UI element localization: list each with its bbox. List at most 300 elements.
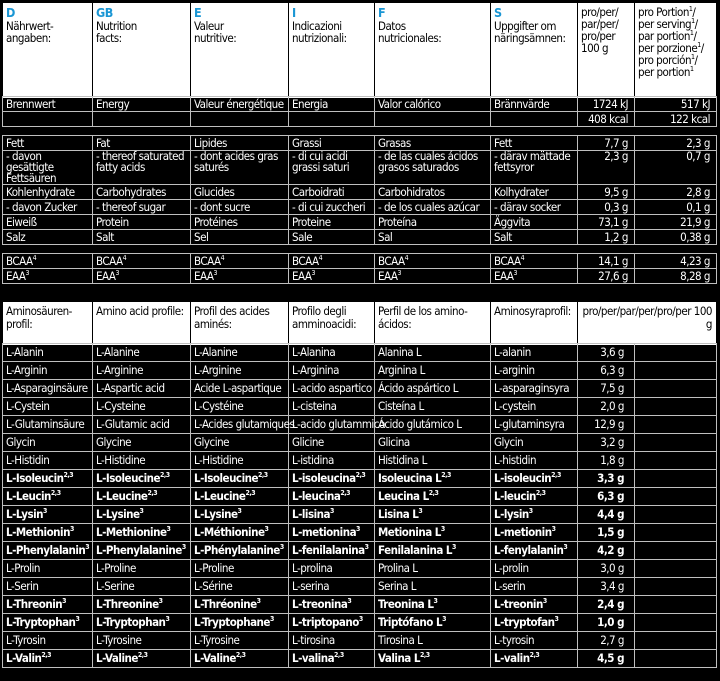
- amino-row: [3, 488, 717, 506]
- amino-label: L-lysin: [494, 507, 529, 521]
- nutrient-label: - därav mättade fettsyror: [494, 149, 571, 174]
- amino-label: Ácido glutámico L: [378, 417, 462, 431]
- nutrient-name: [93, 269, 191, 284]
- empty-cell: [635, 434, 717, 452]
- amino-table: [2, 343, 717, 668]
- amino-label: Treonina L: [378, 597, 434, 611]
- amino-label: L-Isoleucine: [194, 471, 258, 485]
- row-spacer: [3, 245, 717, 254]
- nutrient-name: [3, 254, 93, 269]
- per-portion-sep: /: [694, 53, 698, 67]
- amino-label: L-Leucin: [6, 489, 51, 503]
- amino-label: L-Phenylalanine: [96, 543, 182, 557]
- amino-name: [3, 488, 93, 506]
- amino-row: [3, 596, 717, 614]
- amino-label: Tirosina L: [378, 633, 423, 647]
- amino-label: L-triptopano: [292, 615, 359, 629]
- amino-name: [289, 578, 375, 596]
- amino-value: 7,5 g: [578, 380, 635, 398]
- amino-name: [191, 380, 289, 398]
- footnote-mark: 3: [279, 543, 284, 552]
- amino-label: L-alanin: [494, 345, 531, 359]
- nutrition-row: [3, 112, 717, 127]
- amino-name: [375, 488, 491, 506]
- amino-name: [3, 434, 93, 452]
- amino-name: [289, 614, 375, 632]
- amino-label: L-istidina: [292, 453, 334, 467]
- empty-cell: [635, 578, 717, 596]
- nutrient-name: [3, 112, 93, 127]
- amino-name: [491, 434, 578, 452]
- amino-label: L-Leucine: [194, 489, 246, 503]
- value-per-portion: 2,8 g: [635, 185, 717, 200]
- nutrient-label: - davon gesättigte Fettsäuren: [6, 149, 57, 185]
- amino-name: [3, 380, 93, 398]
- amino-label: Prolina L: [378, 561, 418, 575]
- amino-name: [93, 506, 191, 524]
- footnote-mark: 3: [213, 269, 218, 278]
- amino-name: [93, 632, 191, 650]
- nutrient-label: Salt: [494, 230, 512, 244]
- amino-label: L-Tyrosin: [6, 633, 46, 647]
- amino-name: [375, 560, 491, 578]
- empty-cell: [635, 452, 717, 470]
- amino-label: Arginina L: [378, 363, 425, 377]
- amino-name: [93, 614, 191, 632]
- nutrient-label: Valeur énergétique: [194, 97, 284, 111]
- footnote-mark: 4: [520, 254, 525, 263]
- amino-row: [3, 542, 717, 560]
- amino-name: [375, 434, 491, 452]
- amino-label: Glycin: [494, 435, 524, 449]
- amino-label: L-Valine: [194, 651, 236, 665]
- nutrient-label: Kolhydrater: [494, 185, 549, 199]
- nutrient-label: - därav socker: [494, 200, 561, 214]
- nutrient-name: [375, 230, 491, 245]
- nutrient-label: - dont acides gras saturés: [194, 149, 278, 174]
- amino-name: [93, 542, 191, 560]
- amino-name: [491, 560, 578, 578]
- header-gb: GB Nutrition facts:: [93, 3, 191, 99]
- nutrient-label: EAA: [96, 269, 116, 283]
- amino-label: L-Tyrosine: [96, 633, 142, 647]
- footnote-mark: 1: [688, 5, 693, 14]
- nutrient-name: [375, 97, 491, 112]
- per-portion-sep: /: [693, 29, 697, 43]
- amino-name: [375, 596, 491, 614]
- nutrient-name: [375, 254, 491, 269]
- amino-label: L-serin: [494, 579, 526, 593]
- amino-name: [93, 344, 191, 362]
- amino-label: Glycine: [96, 435, 132, 449]
- amino-name: [93, 416, 191, 434]
- amino-value: 4,5 g: [578, 650, 635, 668]
- footnote-mark: 2,3: [235, 651, 246, 660]
- empty-cell: [635, 506, 717, 524]
- footnote-mark: 3: [440, 525, 445, 534]
- footnote-mark: 3: [554, 615, 559, 624]
- nutrient-label: Lipides: [194, 136, 227, 150]
- amino-name: [289, 452, 375, 470]
- amino-label: L-Histidin: [6, 453, 50, 467]
- amino-name: [491, 524, 578, 542]
- nutrient-label: Fett: [494, 136, 512, 150]
- nutrient-name: [289, 200, 375, 215]
- amino-label: L-Aspartic acid: [96, 381, 165, 395]
- amino-label: L-glutaminsyra: [494, 417, 565, 431]
- lang-code: GB: [96, 5, 113, 20]
- amino-name: [191, 650, 289, 668]
- nutrient-label: Protéines: [194, 215, 238, 229]
- nutrient-name: [289, 97, 375, 112]
- amino-value: 6,3 g: [578, 362, 635, 380]
- amino-name: [289, 488, 375, 506]
- amino-label: L-Valine: [96, 651, 138, 665]
- value-per-portion: 0,38 g: [635, 230, 717, 245]
- footnote-mark: 2,3: [147, 489, 158, 498]
- amino-label: L-Glutamic acid: [96, 417, 170, 431]
- amino-label: L-Thréonine: [194, 597, 257, 611]
- amino-name: [3, 398, 93, 416]
- empty-cell: [635, 650, 717, 668]
- nutrition-row: [3, 200, 717, 215]
- footnote-mark: 2,3: [334, 651, 344, 660]
- footnote-mark: 3: [358, 615, 363, 624]
- footnote-mark: 3: [25, 269, 30, 278]
- amino-row: [3, 632, 717, 650]
- amino-label: Alanina L: [378, 345, 422, 359]
- empty-cell: [635, 596, 717, 614]
- amino-name: [491, 416, 578, 434]
- amino-value: 3,6 g: [578, 344, 635, 362]
- amino-name: [375, 650, 491, 668]
- nutrient-label: - di cui zuccheri: [292, 200, 366, 214]
- amino-label: L-valina: [292, 651, 335, 665]
- empty-cell: [635, 380, 717, 398]
- value-per-100g: 7,7 g: [578, 136, 635, 151]
- nutrient-label: Brennwert: [6, 97, 56, 111]
- nutrient-name: [191, 254, 289, 269]
- amino-name: [491, 470, 578, 488]
- amino-label: L-lisina: [292, 507, 331, 521]
- nutrient-name: [491, 254, 578, 269]
- nutrient-name: [289, 215, 375, 230]
- empty-cell: [635, 470, 717, 488]
- nutrient-label: BCAA: [494, 254, 521, 268]
- amino-row: [3, 362, 717, 380]
- amino-name: [93, 524, 191, 542]
- footnote-mark: 3: [330, 507, 334, 516]
- amino-name: [3, 650, 93, 668]
- lang-code: E: [194, 5, 202, 20]
- amino-header-de: Aminosäuren-profil:: [3, 302, 93, 346]
- amino-name: [3, 452, 93, 470]
- amino-label: L-Alanine: [194, 345, 238, 359]
- per-portion-text: par portion: [638, 29, 690, 43]
- amino-value: 4,2 g: [578, 542, 635, 560]
- amino-label: Fenilalanina L: [378, 543, 453, 557]
- nutrient-label: - de las cuales ácidos grasos saturados: [378, 149, 478, 174]
- footnote-mark: 2,3: [160, 471, 170, 480]
- amino-name: [375, 344, 491, 362]
- empty-cell: [635, 560, 717, 578]
- nutrient-name: [191, 215, 289, 230]
- amino-name: [375, 416, 491, 434]
- amino-label: L-histidin: [494, 453, 537, 467]
- amino-name: [491, 650, 578, 668]
- footnote-mark: 3: [269, 615, 274, 624]
- amino-label: Cisteína L: [378, 399, 424, 413]
- footnote-mark: 2,3: [137, 651, 148, 660]
- amino-row: [3, 452, 717, 470]
- nutrient-label: Sel: [194, 230, 209, 244]
- amino-label: L-Arginine: [96, 363, 143, 377]
- amino-label: L-Asparaginsäure: [6, 381, 88, 395]
- amino-value: 2,7 g: [578, 632, 635, 650]
- amino-label: L-Arginin: [6, 363, 48, 377]
- amino-name: [93, 488, 191, 506]
- nutrient-name: [3, 200, 93, 215]
- amino-label: L-arginin: [494, 363, 535, 377]
- nutrient-label: Protein: [96, 215, 129, 229]
- amino-name: [93, 596, 191, 614]
- amino-label: L-treonin: [494, 597, 543, 611]
- footnote-mark: 3: [442, 615, 446, 624]
- amino-value: 2,0 g: [578, 398, 635, 416]
- amino-label: L-tryptofan: [494, 615, 555, 629]
- amino-label: L-Methionin: [6, 525, 70, 539]
- amino-label: L-asparaginsyra: [494, 381, 570, 395]
- nutrient-label: Proteine: [292, 215, 331, 229]
- amino-name: [289, 380, 375, 398]
- nutrient-name: [93, 185, 191, 200]
- amino-name: [491, 488, 578, 506]
- amino-label: L-Histidine: [96, 453, 146, 467]
- amino-label: Glycine: [194, 435, 230, 449]
- footnote-mark: 2,3: [419, 651, 430, 660]
- footnote-mark: 3: [364, 543, 369, 552]
- per-portion-text: pro porción: [638, 53, 692, 67]
- value-per-portion: 0,1 g: [635, 200, 717, 215]
- footnote-mark: 3: [43, 507, 47, 516]
- value-per-100g: 1724 kJ: [578, 97, 635, 112]
- footnote-mark: 2,3: [535, 489, 546, 498]
- nutrient-label: Energia: [292, 97, 328, 111]
- amino-name: [289, 542, 375, 560]
- amino-label: L-Tryptophane: [194, 615, 270, 629]
- amino-header-per-100g: pro/per/par/per/pro/per 100 g: [578, 302, 717, 346]
- footnote-mark: 3: [452, 543, 456, 552]
- nutrient-name: [93, 254, 191, 269]
- nutrient-label: Glucides: [194, 185, 235, 199]
- header-de: D Nährwert- angaben:: [3, 3, 93, 99]
- nutrient-name: [191, 151, 289, 185]
- nutrient-name: [3, 269, 93, 284]
- empty-cell: [635, 398, 717, 416]
- nutrient-label: Carboidrati: [292, 185, 345, 199]
- amino-name: [191, 398, 289, 416]
- value-per-portion: 4,23 g: [635, 254, 717, 269]
- nutrient-label: Fat: [96, 136, 110, 150]
- footnote-mark: 2,3: [245, 489, 256, 498]
- nutrient-label: Sale: [292, 230, 313, 244]
- amino-label: Glicine: [292, 435, 324, 449]
- amino-label: Glycin: [6, 435, 36, 449]
- amino-label: L-Methionine: [96, 525, 167, 539]
- nutrient-name: [375, 112, 491, 127]
- nutrient-name: [289, 254, 375, 269]
- amino-label: Histidina L: [378, 453, 427, 467]
- empty-cell: [635, 362, 717, 380]
- nutrient-label: Energy: [96, 97, 130, 111]
- amino-label: Acide L-aspartique: [194, 381, 282, 395]
- amino-name: [491, 380, 578, 398]
- amino-row: [3, 380, 717, 398]
- amino-label: L-Tyrosine: [194, 633, 240, 647]
- value-per-portion: 0,7 g: [635, 151, 717, 185]
- amino-label: L-tirosina: [292, 633, 335, 647]
- amino-name: [3, 542, 93, 560]
- amino-row: [3, 560, 717, 578]
- row-spacer: [3, 127, 717, 136]
- amino-label: L-Cystein: [6, 399, 50, 413]
- footnote-mark: 1: [691, 17, 695, 26]
- nutrient-label: BCAA: [6, 254, 33, 268]
- footnote-mark: 2,3: [428, 489, 439, 498]
- nutrition-row: [3, 127, 717, 136]
- amino-label: L-Prolin: [6, 561, 40, 575]
- amino-label: L-leucin: [494, 489, 536, 503]
- empty-cell: [635, 416, 717, 434]
- amino-name: [491, 632, 578, 650]
- per-portion-sep: /: [700, 41, 704, 55]
- amino-label: L-Phénylalanine: [194, 543, 280, 557]
- amino-label: L-Méthionine: [194, 525, 265, 539]
- nutrient-label: EAA: [6, 269, 26, 283]
- value-per-100g: 27,6 g: [578, 269, 635, 284]
- footnote-mark: 3: [356, 525, 360, 534]
- nutrient-name: [491, 97, 578, 112]
- nutrient-label: Proteína: [378, 215, 417, 229]
- amino-name: [3, 362, 93, 380]
- amino-name: [3, 524, 93, 542]
- amino-name: [93, 380, 191, 398]
- footnote-mark: 2,3: [441, 471, 451, 480]
- nutrition-row: [3, 269, 717, 284]
- amino-label: L-Arginine: [194, 363, 241, 377]
- header-e: E Valeur nutritive:: [191, 3, 289, 99]
- amino-header-i: Profilo degli amminoacidi:: [289, 302, 375, 346]
- footnote-mark: 1: [689, 29, 694, 38]
- value-per-100g: 9,5 g: [578, 185, 635, 200]
- amino-name: [491, 344, 578, 362]
- amino-label: L-acido glutammico: [292, 417, 385, 431]
- nutrient-name: [191, 269, 289, 284]
- amino-label: Triptófano L: [378, 615, 443, 629]
- amino-label: L-Tryptophan: [6, 615, 76, 629]
- amino-name: [191, 614, 289, 632]
- amino-label: L-valin: [494, 651, 530, 665]
- amino-name: [491, 362, 578, 380]
- footnote-mark: 2,3: [50, 489, 61, 498]
- amino-label: L-prolina: [292, 561, 333, 575]
- amino-label: L-Acides glutamiques: [194, 417, 295, 431]
- per-portion-sep: /: [692, 5, 696, 19]
- amino-name: [3, 560, 93, 578]
- amino-name: [375, 632, 491, 650]
- footnote-mark: 3: [563, 543, 568, 552]
- amino-name: [375, 380, 491, 398]
- nutrient-name: [289, 230, 375, 245]
- footnote-mark: 1: [689, 65, 694, 74]
- nutrient-label: Carbohidratos: [378, 185, 445, 199]
- nutrient-name: [289, 269, 375, 284]
- footnote-mark: 3: [347, 597, 352, 606]
- amino-name: [375, 614, 491, 632]
- nutrient-name: [491, 151, 578, 185]
- amino-label: L-Sérine: [194, 579, 233, 593]
- amino-name: [491, 578, 578, 596]
- amino-label: Metionina L: [378, 525, 441, 539]
- nutrient-name: [93, 215, 191, 230]
- language-header: [2, 2, 717, 99]
- nutrient-name: [491, 185, 578, 200]
- amino-name: [191, 596, 289, 614]
- footnote-mark: 3: [158, 597, 163, 606]
- value-per-portion: 21,9 g: [635, 215, 717, 230]
- amino-name: [375, 542, 491, 560]
- amino-name: [191, 506, 289, 524]
- amino-label: Serina L: [378, 579, 417, 593]
- per-portion-line: [638, 66, 713, 78]
- amino-name: [3, 614, 93, 632]
- footnote-mark: 4: [404, 254, 409, 263]
- nutrient-name: [3, 151, 93, 185]
- amino-row: [3, 650, 717, 668]
- amino-value: 3,4 g: [578, 578, 635, 596]
- amino-label: Leucina L: [378, 489, 429, 503]
- footnote-mark: 3: [542, 597, 547, 606]
- amino-name: [93, 470, 191, 488]
- nutrient-label: BCAA: [378, 254, 405, 268]
- footnote-mark: 3: [311, 269, 316, 278]
- footnote-mark: 3: [75, 615, 80, 624]
- empty-cell: [635, 488, 717, 506]
- amino-label: L-Serin: [6, 579, 39, 593]
- nutrient-label: - davon Zucker: [6, 200, 77, 214]
- nutrient-label: BCAA: [96, 254, 123, 268]
- value-per-portion: 2,3 g: [635, 136, 717, 151]
- amino-name: [289, 398, 375, 416]
- amino-header-e: Profil des acides aminés:: [191, 302, 289, 346]
- amino-header: [2, 301, 717, 346]
- amino-name: [191, 578, 289, 596]
- footnote-mark: 3: [237, 507, 242, 516]
- amino-row: [3, 344, 717, 362]
- amino-label: L-fenilalanina: [292, 543, 365, 557]
- amino-label: L-treonina: [292, 597, 348, 611]
- value-per-100g: 0,3 g: [578, 200, 635, 215]
- nutrient-name: [93, 97, 191, 112]
- amino-label: L-tyrosin: [494, 633, 535, 647]
- amino-name: [289, 632, 375, 650]
- nutrient-name: [191, 230, 289, 245]
- amino-label: L-Leucine: [96, 489, 148, 503]
- amino-label: Isoleucina L: [378, 471, 442, 485]
- amino-name: [191, 452, 289, 470]
- footnote-mark: 2,3: [258, 471, 268, 480]
- nutrient-label: EAA: [378, 269, 398, 283]
